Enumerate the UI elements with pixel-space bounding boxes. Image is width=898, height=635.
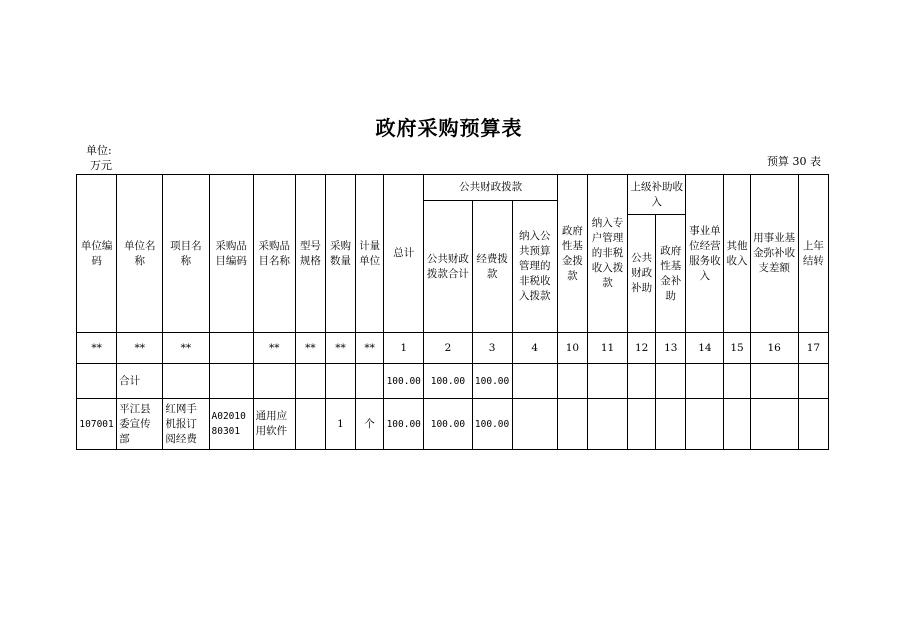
cell-uom: 个	[356, 399, 384, 450]
cell-catalog-name	[253, 364, 295, 399]
cell-unit-name: 合计	[117, 364, 163, 399]
cell-unit-code	[77, 364, 117, 399]
hdr-fund-gap: 用事业基金弥补收支差额	[750, 175, 798, 333]
page-title: 政府采购预算表	[375, 116, 523, 140]
idx-cell: **	[325, 333, 355, 364]
cell-empty	[587, 364, 627, 399]
idx-cell: 13	[656, 333, 686, 364]
cell-spec	[295, 399, 325, 450]
cell-empty	[750, 399, 798, 450]
unit-label	[86, 143, 112, 173]
idx-cell: **	[163, 333, 209, 364]
cell-empty	[628, 399, 656, 450]
idx-cell: 11	[587, 333, 627, 364]
budget-table	[76, 174, 829, 450]
hdr-project-name: 项目名称	[163, 175, 209, 333]
idx-cell: 4	[512, 333, 557, 364]
unit-value: 万元	[90, 159, 112, 172]
hdr-business-income: 事业单位经营服务收入	[686, 175, 724, 333]
idx-cell: 2	[424, 333, 472, 364]
cell-empty	[798, 364, 828, 399]
cell-operating: 100.00	[472, 364, 512, 399]
hdr-other-income: 其他收入	[724, 175, 750, 333]
hdr-spec: 型号规格	[295, 175, 325, 333]
cell-empty	[724, 364, 750, 399]
cell-empty	[557, 399, 587, 450]
idx-cell: 12	[628, 333, 656, 364]
idx-cell	[209, 333, 253, 364]
cell-total: 100.00	[384, 364, 424, 399]
cell-project: 红网手机报订阅经费	[163, 399, 209, 450]
idx-cell: 17	[798, 333, 828, 364]
cell-empty	[628, 364, 656, 399]
hdr-uom: 计量单位	[356, 175, 384, 333]
cell-empty	[512, 364, 557, 399]
idx-cell: 10	[557, 333, 587, 364]
hdr-unit-code: 单位编码	[77, 175, 117, 333]
table-row	[77, 399, 829, 450]
cell-total: 100.00	[384, 399, 424, 450]
hdr-pub-fiscal-subsidy: 公共财政补助	[628, 215, 656, 333]
cell-empty	[512, 399, 557, 450]
cell-qty	[325, 364, 355, 399]
cell-empty	[724, 399, 750, 450]
idx-cell: **	[117, 333, 163, 364]
hdr-gov-fund-subsidy: 政府性基金补助	[656, 215, 686, 333]
cell-spec	[295, 364, 325, 399]
cell-empty	[656, 399, 686, 450]
cell-empty	[656, 364, 686, 399]
cell-empty	[686, 399, 724, 450]
hdr-public-fiscal-sum: 公共财政拨款合计	[424, 201, 472, 333]
table-row-total	[77, 364, 829, 399]
idx-cell: 3	[472, 333, 512, 364]
hdr-superior-subsidy: 上级补助收入	[628, 175, 686, 215]
cell-empty	[798, 399, 828, 450]
hdr-gov-fund: 政府性基金拨款	[557, 175, 587, 333]
unit-label-text: 单位:	[86, 144, 112, 157]
hdr-catalog-code: 采购品目编码	[209, 175, 253, 333]
cell-empty	[557, 364, 587, 399]
cell-catalog-code	[209, 364, 253, 399]
cell-unit-code: 107001	[77, 399, 117, 450]
cell-unit-name: 平江县委宣传部	[117, 399, 163, 450]
hdr-nontax: 纳入公共预算管理的非税收入拨款	[512, 201, 557, 333]
idx-cell: **	[77, 333, 117, 364]
idx-cell: 15	[724, 333, 750, 364]
idx-cell: **	[356, 333, 384, 364]
cell-project	[163, 364, 209, 399]
cell-catalog-code: A0201080301	[209, 399, 253, 450]
cell-catalog-name: 通用应用软件	[253, 399, 295, 450]
table-number: 预算 30 表	[767, 155, 821, 168]
cell-operating: 100.00	[472, 399, 512, 450]
cell-empty	[686, 364, 724, 399]
hdr-special-nontax: 纳入专户管理的非税收入拨款	[587, 175, 627, 333]
idx-cell: **	[253, 333, 295, 364]
index-row	[77, 333, 829, 364]
cell-qty: 1	[325, 399, 355, 450]
idx-cell: **	[295, 333, 325, 364]
hdr-carryover: 上年结转	[798, 175, 828, 333]
hdr-total: 总计	[384, 175, 424, 333]
cell-empty	[587, 399, 627, 450]
hdr-public-fiscal: 公共财政拨款	[424, 175, 558, 201]
cell-uom	[356, 364, 384, 399]
idx-cell: 14	[686, 333, 724, 364]
hdr-catalog-name: 采购品目名称	[253, 175, 295, 333]
idx-cell: 16	[750, 333, 798, 364]
hdr-qty: 采购数量	[325, 175, 355, 333]
cell-pf-sum: 100.00	[424, 399, 472, 450]
cell-empty	[750, 364, 798, 399]
hdr-operating: 经费拨款	[472, 201, 512, 333]
hdr-unit-name: 单位名称	[117, 175, 163, 333]
idx-cell: 1	[384, 333, 424, 364]
header-row-1	[77, 175, 829, 201]
cell-pf-sum: 100.00	[424, 364, 472, 399]
